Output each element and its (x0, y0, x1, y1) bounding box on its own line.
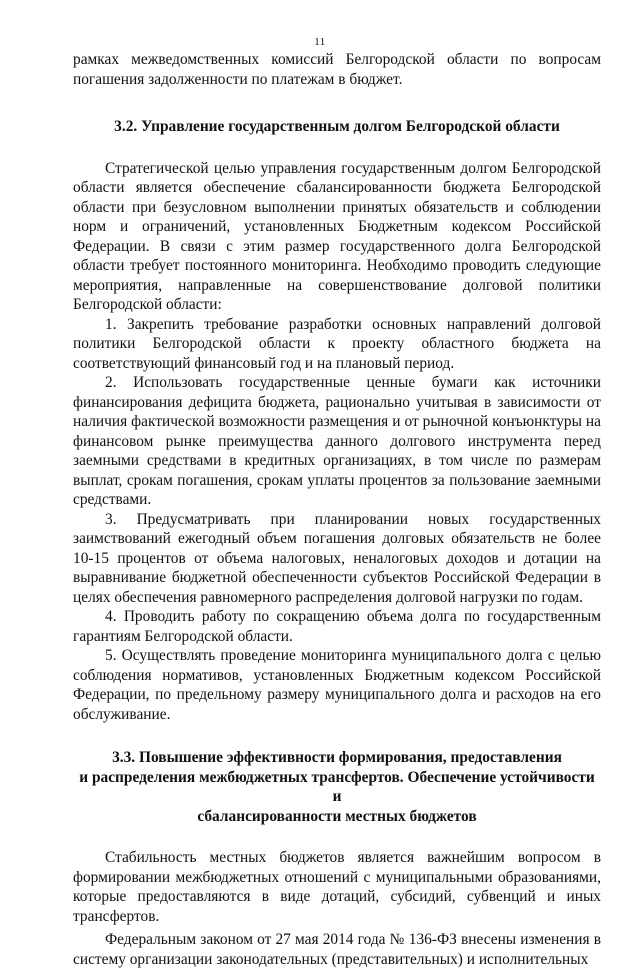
list-item-3: 3. Предусматривать при планировании новых государственных заимствований ежегодный объем погашения долговых обязательств не более 10-15 процентов от объема налоговых, неналоговых доходов и дотации на выравнивание бюджетной обеспеченности субъектов Российской Федерации в целях обеспечения равномерного распределения долговой нагрузки по годам. (73, 510, 601, 606)
list-item-5: 5. Осуществлять проведение мониторинга муниципального долга с целью соблюдения нормативов, установленных Бюджетным кодексом Российской Федерации, по предельному размеру муниципального долга и расходов на его обслуживание. (73, 647, 601, 723)
list-item-2: 2. Использовать государственные ценные бумаги как источники финансирования дефицита бюджета, рационально учитывая в зависимости от наличия фактической возможности размещения и от рыночной конъюнктуры на финансовом рынке преимущества данного долгового инструмента перед заемными средствами в кредитных организациях, в том числе по размерам выплат, срокам погашения, срокам уплаты процентов за пользование заемными средствами. (73, 374, 601, 508)
section-heading-3-3-line-1: 3.3. Повышение эффективности формирования, предоставления (112, 749, 562, 766)
section-heading-3-3-line-2: и распределения межбюджетных трансфертов. Обеспечение устойчивости и (79, 768, 595, 805)
section-3-3-paragraph-2: Федеральным законом от 27 мая 2014 года № 136-ФЗ внесены изменения в систему организации законодательных (представительных) и исполнительных (73, 931, 601, 968)
section-heading-3-2: 3.2. Управление государственным долгом Белгородской области (114, 118, 560, 135)
section-3-2-intro-paragraph: Стратегической целью управления государственным долгом Белгородской области является обеспечение сбалансированности бюджета Белгородской области при безусловном выполнении принятых обязательств и соблюдении норм и ограничений, установленных Бюджетным кодексом Российской Федерации. В связи с этим размер государственного долга Белгородской области требует постоянного мониторинга. Необходимо проводить следующие мероприятия, направленные на совершенствование долговой политики Белгородской области: (73, 159, 601, 313)
page-number: 11 (314, 36, 326, 48)
section-heading-3-3-line-3: сбалансированности местных бюджетов (197, 807, 477, 825)
list-item-4: 4. Проводить работу по сокращению объема долга по государственным гарантиям Белгородской области. (73, 608, 601, 645)
section-3-3-paragraph-1: Стабильность местных бюджетов является важнейшим вопросом в формировании межбюджетных отношений с муниципальными образованиями, которые предоставляются в виде дотаций, субсидий, субвенций и иных трансфертов. (73, 849, 601, 925)
list-item-1: 1. Закрепить требование разработки основных направлений долговой политики Белгородской области к проекту областного бюджета на соответствующий финансовый год и на плановый период. (73, 315, 601, 372)
page-content (73, 50, 601, 969)
section-heading-3-3 (73, 748, 601, 826)
continuation-paragraph: рамках межведомственных комиссий Белгородской области по вопросам погашения задолженности по платежам в бюджет. (73, 51, 601, 88)
